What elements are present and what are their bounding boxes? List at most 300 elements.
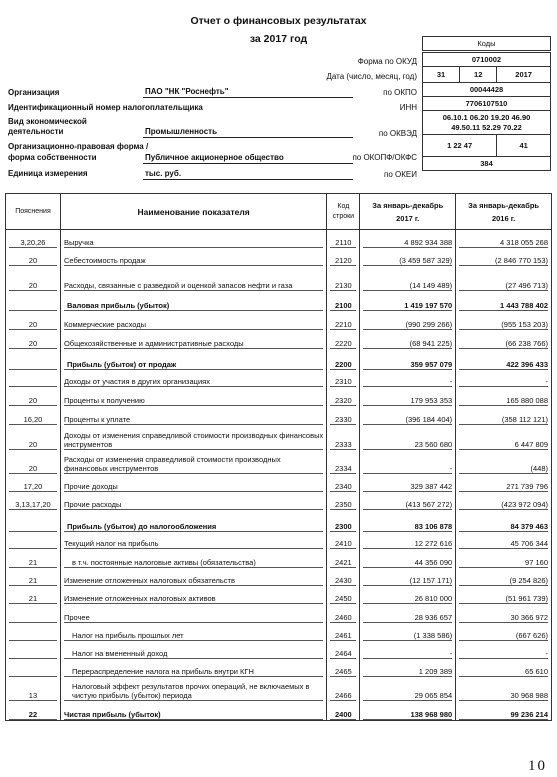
table-row xyxy=(6,659,552,677)
row-note xyxy=(6,370,61,387)
row-current-value-text: 23 560 680 xyxy=(363,440,452,450)
row-previous-value xyxy=(456,248,552,266)
table-row xyxy=(6,677,552,701)
row-code xyxy=(327,532,360,549)
row-previous-value xyxy=(456,330,552,349)
row-note xyxy=(6,510,61,532)
row-name xyxy=(60,311,326,330)
row-note xyxy=(6,311,61,330)
row-code-text: 2465 xyxy=(330,667,356,677)
row-current-value xyxy=(360,266,456,291)
row-previous-value xyxy=(456,349,552,370)
row-note xyxy=(6,330,61,349)
row-code-text: 2450 xyxy=(330,594,356,604)
row-name-text: Общехозяйственные и административные расходы xyxy=(64,339,323,349)
row-previous-value-text: 6 447 809 xyxy=(459,440,548,450)
table-row xyxy=(6,425,552,450)
row-note xyxy=(6,659,61,677)
table-row xyxy=(6,510,552,532)
row-code-text: 2421 xyxy=(330,558,356,568)
row-code xyxy=(327,510,360,532)
row-code xyxy=(327,450,360,474)
row-current-value xyxy=(360,604,456,623)
row-code-text: 2333 xyxy=(330,440,356,450)
row-code-text: 2310 xyxy=(330,377,356,387)
row-name xyxy=(60,406,326,425)
row-previous-value-text: (358 112 121) xyxy=(459,415,548,425)
row-previous-value-text: (667 626) xyxy=(459,631,548,641)
row-note xyxy=(6,549,61,568)
col-current-line2: 2017 г. xyxy=(396,213,420,223)
row-name xyxy=(60,474,326,492)
activity-label-2: деятельности xyxy=(8,127,64,136)
table-row xyxy=(6,532,552,549)
row-previous-value xyxy=(456,659,552,677)
row-note xyxy=(6,425,61,450)
row-current-value xyxy=(360,230,456,248)
row-name-text: в т.ч. постоянные налоговые активы (обязательства) xyxy=(64,558,323,568)
row-previous-value xyxy=(456,568,552,586)
row-code-text: 2300 xyxy=(330,522,356,532)
row-code xyxy=(327,659,360,677)
row-previous-value-text: 1 443 788 402 xyxy=(459,301,548,311)
row-current-value xyxy=(360,532,456,549)
row-current-value xyxy=(360,641,456,659)
row-note-text: 21 xyxy=(9,558,57,568)
row-name-text: Выручка xyxy=(64,238,323,248)
row-previous-value-text: 4 318 055 268 xyxy=(459,238,548,248)
row-current-value-text: 4 892 934 388 xyxy=(363,238,452,248)
row-current-value xyxy=(360,330,456,349)
row-name-text: Проценты к уплате xyxy=(64,415,323,425)
row-current-value xyxy=(360,474,456,492)
row-previous-value-text: 65 610 xyxy=(459,667,548,677)
row-note-text: 20 xyxy=(9,396,57,406)
row-current-value xyxy=(360,568,456,586)
row-current-value xyxy=(360,623,456,641)
row-previous-value-text: 97 160 xyxy=(459,558,548,568)
row-name-text: Проценты к получению xyxy=(64,396,323,406)
row-name xyxy=(60,291,326,311)
row-code xyxy=(327,586,360,604)
codes-values xyxy=(422,52,551,171)
col-notes-header: Пояснения xyxy=(6,194,61,230)
row-code-text: 2120 xyxy=(330,256,356,266)
row-code-text: 2410 xyxy=(330,539,356,549)
row-current-value-text: 44 356 090 xyxy=(363,558,452,568)
row-name-text: Прочие расходы xyxy=(64,500,323,510)
table-row xyxy=(6,266,552,291)
legal-form-label-2: форма собственности xyxy=(8,153,97,162)
row-note xyxy=(6,349,61,370)
row-current-value xyxy=(360,586,456,604)
row-code xyxy=(327,349,360,370)
row-current-value xyxy=(360,248,456,266)
row-previous-value-text: (955 153 203) xyxy=(459,320,548,330)
unit-label: Единица измерения xyxy=(8,169,88,178)
col-code-header xyxy=(327,194,360,230)
row-note xyxy=(6,406,61,425)
row-note xyxy=(6,641,61,659)
row-name xyxy=(60,604,326,623)
okved-line1: 06.10.1 06.20 19.20 46.90 xyxy=(442,112,531,122)
row-previous-value xyxy=(456,406,552,425)
row-code-text: 2430 xyxy=(330,576,356,586)
row-previous-value xyxy=(456,586,552,604)
row-code xyxy=(327,425,360,450)
row-previous-value xyxy=(456,370,552,387)
row-name xyxy=(60,230,326,248)
col-code-line2: строки xyxy=(332,212,355,220)
report-title: Отчет о финансовых результатах xyxy=(190,15,367,27)
row-code-text: 2460 xyxy=(330,613,356,623)
row-previous-value-text: (2 846 770 153) xyxy=(459,256,548,266)
row-current-value-text: 359 957 079 xyxy=(363,360,452,370)
row-name xyxy=(60,330,326,349)
row-code xyxy=(327,291,360,311)
row-name-text: Себестоимость продаж xyxy=(64,256,323,266)
row-note-text: 3,13,17,20 xyxy=(9,500,57,510)
row-name-text: Доходы от участия в других организациях xyxy=(64,377,323,387)
row-name xyxy=(60,425,326,450)
table-row xyxy=(6,641,552,659)
table-row xyxy=(6,604,552,623)
row-current-value-text: (1 338 586) xyxy=(363,631,452,641)
table-row xyxy=(6,230,552,248)
row-current-value xyxy=(360,387,456,406)
row-note xyxy=(6,677,61,701)
row-name-text: Доходы от изменения справедливой стоимости производных финансовых инструментов xyxy=(63,430,324,449)
row-note-text: 17,20 xyxy=(9,482,57,492)
row-code xyxy=(327,677,360,701)
table-row xyxy=(6,549,552,568)
row-previous-value xyxy=(456,311,552,330)
row-code xyxy=(327,311,360,330)
row-note-text: 13 xyxy=(9,691,57,701)
row-current-value xyxy=(360,291,456,311)
table-row xyxy=(6,623,552,641)
row-current-value-text: 138 968 980 xyxy=(363,710,452,720)
okud-label: Форма по ОКУД xyxy=(357,57,417,66)
codes-box xyxy=(422,36,551,51)
row-previous-value xyxy=(456,425,552,450)
row-code-text: 2340 xyxy=(330,482,356,492)
row-previous-value xyxy=(456,604,552,623)
row-current-value-text: 1 209 389 xyxy=(363,667,452,677)
row-code xyxy=(327,387,360,406)
col-previous-header xyxy=(456,194,552,230)
date-day: 31 xyxy=(423,67,460,83)
okpo-code: 00044428 xyxy=(423,83,551,97)
org-underline xyxy=(143,97,353,98)
row-code-text: 2320 xyxy=(330,396,356,406)
row-note xyxy=(6,474,61,492)
col-name-header: Наименование показателя xyxy=(60,194,326,230)
col-code-line1: Код xyxy=(337,202,350,210)
row-previous-value-text: 30 968 988 xyxy=(459,691,548,701)
legal-form-label-1: Организационно-правовая форма / xyxy=(8,142,149,151)
okved-line2: 49.50.11 52.29 70.22 xyxy=(451,122,522,132)
table-row xyxy=(6,248,552,266)
row-name-text: Чистая прибыль (убыток) xyxy=(64,710,323,720)
row-previous-value xyxy=(456,532,552,549)
row-current-value xyxy=(360,492,456,510)
row-note xyxy=(6,387,61,406)
row-name xyxy=(60,370,326,387)
row-code-text: 2350 xyxy=(330,500,356,510)
row-current-value-text: 12 272 616 xyxy=(363,539,452,549)
row-code-text: 2461 xyxy=(330,631,356,641)
row-code-text: 2330 xyxy=(330,415,356,425)
okpo-label: по ОКПО xyxy=(383,88,417,97)
row-name-text: Налог на вмененный доход xyxy=(64,649,323,659)
row-name-text: Расходы, связанные с разведкой и оценкой запасов нефти и газа xyxy=(64,281,323,291)
row-name-text: Прочие доходы xyxy=(64,482,323,492)
row-name-text: Коммерческие расходы xyxy=(64,320,323,330)
row-note xyxy=(6,450,61,474)
table-row xyxy=(6,311,552,330)
row-previous-value-text: 165 880 088 xyxy=(459,396,548,406)
row-note-text: 21 xyxy=(9,576,57,586)
okfs-code: 41 xyxy=(497,135,551,157)
table-row xyxy=(6,586,552,604)
row-code xyxy=(327,604,360,623)
row-previous-value xyxy=(456,623,552,641)
okei-code: 384 xyxy=(423,157,551,171)
row-note xyxy=(6,266,61,291)
row-note-text: 20 xyxy=(9,464,57,474)
row-previous-value-text: (51 961 739) xyxy=(459,594,548,604)
row-name xyxy=(60,623,326,641)
financial-results-table xyxy=(5,193,552,721)
row-current-value xyxy=(360,311,456,330)
row-code-text: 2100 xyxy=(330,301,356,311)
row-note xyxy=(6,586,61,604)
row-previous-value-text: 30 366 972 xyxy=(459,613,548,623)
date-year: 2017 xyxy=(497,67,551,83)
row-code xyxy=(327,330,360,349)
codes-header: Коды xyxy=(423,37,551,51)
row-note-text: 16,20 xyxy=(9,415,57,425)
row-code xyxy=(327,248,360,266)
okved-code xyxy=(423,111,551,135)
table-body xyxy=(6,230,552,721)
row-name-text: Прочее xyxy=(64,613,323,623)
row-name xyxy=(60,586,326,604)
row-code-text: 2130 xyxy=(330,281,356,291)
row-code-text: 2400 xyxy=(330,710,356,720)
row-name xyxy=(60,349,326,370)
row-note-text: 20 xyxy=(9,281,57,291)
row-previous-value xyxy=(456,387,552,406)
row-previous-value xyxy=(456,701,552,721)
okei-label: по ОКЕИ xyxy=(384,170,417,179)
row-note xyxy=(6,623,61,641)
row-name xyxy=(60,450,326,474)
row-current-value-text: 28 936 657 xyxy=(363,613,452,623)
inn-full-label: Идентификационный номер налогоплательщика xyxy=(8,103,203,112)
row-previous-value-text: 45 706 344 xyxy=(459,539,548,549)
row-current-value-text: (413 567 272) xyxy=(363,500,452,510)
okud-code: 0710002 xyxy=(423,53,551,67)
row-name xyxy=(60,492,326,510)
row-current-value-text: 29 065 854 xyxy=(363,691,452,701)
row-current-value-text: 1 419 197 570 xyxy=(363,301,452,311)
row-current-value-text: (3 459 587 329) xyxy=(363,256,452,266)
row-note xyxy=(6,568,61,586)
row-previous-value-text: (448) xyxy=(459,464,548,474)
row-current-value xyxy=(360,510,456,532)
row-previous-value-text: - xyxy=(459,377,548,387)
row-name xyxy=(60,248,326,266)
row-note-text: 22 xyxy=(9,710,57,720)
row-previous-value-text: 422 396 433 xyxy=(459,360,548,370)
row-name xyxy=(60,532,326,549)
table-row xyxy=(6,492,552,510)
org-value: ПАО "НК "Роснефть" xyxy=(145,87,229,96)
date-label: Дата (число, месяц, год) xyxy=(326,72,417,81)
row-previous-value xyxy=(456,549,552,568)
legal-form-underline xyxy=(143,163,353,164)
row-current-value xyxy=(360,450,456,474)
inn-label: ИНН xyxy=(399,103,417,112)
row-code xyxy=(327,641,360,659)
row-previous-value-text: (423 972 094) xyxy=(459,500,548,510)
row-current-value xyxy=(360,370,456,387)
row-note-text: 21 xyxy=(9,594,57,604)
row-current-value xyxy=(360,349,456,370)
row-note-text: 20 xyxy=(9,256,57,266)
row-current-value-text: - xyxy=(363,377,452,387)
row-current-value-text: 83 106 878 xyxy=(363,522,452,532)
row-note xyxy=(6,230,61,248)
row-previous-value xyxy=(456,230,552,248)
row-name xyxy=(60,641,326,659)
row-current-value-text: 329 387 442 xyxy=(363,482,452,492)
row-code-text: 2110 xyxy=(330,238,356,248)
unit-value: тыс. руб. xyxy=(145,169,182,178)
row-code-text: 2466 xyxy=(330,691,356,701)
activity-value: Промышленность xyxy=(145,127,217,136)
row-previous-value xyxy=(456,677,552,701)
row-previous-value xyxy=(456,291,552,311)
row-current-value xyxy=(360,677,456,701)
row-code-text: 2200 xyxy=(330,360,356,370)
table-row xyxy=(6,450,552,474)
row-name-text: Налоговый эффект результатов прочих операций, не включаемых в чистую прибыль (убыток) периода xyxy=(64,682,323,701)
row-code xyxy=(327,370,360,387)
row-name xyxy=(60,266,326,291)
row-current-value-text: (990 299 266) xyxy=(363,320,452,330)
col-previous-line2: 2016 г. xyxy=(491,213,516,223)
col-current-header xyxy=(360,194,456,230)
row-code xyxy=(327,406,360,425)
row-previous-value xyxy=(456,450,552,474)
row-code xyxy=(327,492,360,510)
row-previous-value xyxy=(456,266,552,291)
row-code-text: 2464 xyxy=(330,649,356,659)
okopf-label: по ОКОПФ/ОКФС xyxy=(352,153,417,162)
row-code-text: 2220 xyxy=(330,339,356,349)
row-note xyxy=(6,291,61,311)
row-note-text: 20 xyxy=(9,339,57,349)
row-previous-value-text: (9 254 826) xyxy=(459,576,548,586)
unit-underline xyxy=(143,179,353,180)
table-row xyxy=(6,387,552,406)
page-number: 10 xyxy=(528,758,547,774)
okopf-code: 1 22 47 xyxy=(423,135,497,157)
row-current-value-text: 179 953 353 xyxy=(363,396,452,406)
row-name xyxy=(60,549,326,568)
row-name-text: Текущий налог на прибыль xyxy=(64,539,323,549)
row-note xyxy=(6,248,61,266)
row-current-value xyxy=(360,406,456,425)
table-row xyxy=(6,568,552,586)
inn-code: 7706107510 xyxy=(423,97,551,111)
row-current-value xyxy=(360,659,456,677)
date-month: 12 xyxy=(460,67,497,83)
activity-underline xyxy=(143,137,353,138)
table-row xyxy=(6,701,552,721)
org-label: Организация xyxy=(8,88,60,97)
row-note-text: 20 xyxy=(9,440,57,450)
row-name-text: Изменение отложенных налоговых обязательств xyxy=(64,576,323,586)
row-previous-value-text: - xyxy=(459,649,548,659)
row-name xyxy=(60,568,326,586)
row-code xyxy=(327,230,360,248)
table-row xyxy=(6,349,552,370)
row-code xyxy=(327,623,360,641)
table-row xyxy=(6,370,552,387)
row-code xyxy=(327,266,360,291)
row-note xyxy=(6,604,61,623)
table-row xyxy=(6,291,552,311)
table-row xyxy=(6,330,552,349)
row-name xyxy=(60,659,326,677)
row-note xyxy=(6,492,61,510)
table-row xyxy=(6,406,552,425)
row-current-value-text: (68 941 225) xyxy=(363,339,452,349)
row-name-text: Расходы от изменения справедливой стоимости производных финансовых инструментов xyxy=(64,455,323,474)
activity-label-1: Вид экономической xyxy=(8,117,87,126)
row-name xyxy=(60,510,326,532)
row-code xyxy=(327,568,360,586)
row-note xyxy=(6,532,61,549)
row-name-text: Валовая прибыль (убыток) xyxy=(64,301,323,311)
row-name xyxy=(60,387,326,406)
row-previous-value xyxy=(456,510,552,532)
row-current-value-text: (396 184 404) xyxy=(363,415,452,425)
row-previous-value-text: (66 238 766) xyxy=(459,339,548,349)
report-period: за 2017 год xyxy=(249,33,308,45)
row-code-text: 2210 xyxy=(330,320,356,330)
row-name-text: Прибыль (убыток) до налогообложения xyxy=(64,522,323,532)
row-previous-value xyxy=(456,641,552,659)
row-note-text: 20 xyxy=(9,320,57,330)
row-name-text: Прибыль (убыток) от продаж xyxy=(64,360,323,370)
row-code xyxy=(327,701,360,721)
row-current-value-text: 26 810 000 xyxy=(363,594,452,604)
row-previous-value-text: (27 496 713) xyxy=(459,281,548,291)
row-note xyxy=(6,701,61,721)
row-name-text: Налог на прибыль прошлых лет xyxy=(64,631,323,641)
col-previous-line1: За январь-декабрь xyxy=(468,200,540,210)
table-row xyxy=(6,474,552,492)
row-current-value-text: (12 157 171) xyxy=(363,576,452,586)
row-previous-value-text: 84 379 463 xyxy=(459,522,548,532)
row-current-value xyxy=(360,701,456,721)
row-code xyxy=(327,474,360,492)
